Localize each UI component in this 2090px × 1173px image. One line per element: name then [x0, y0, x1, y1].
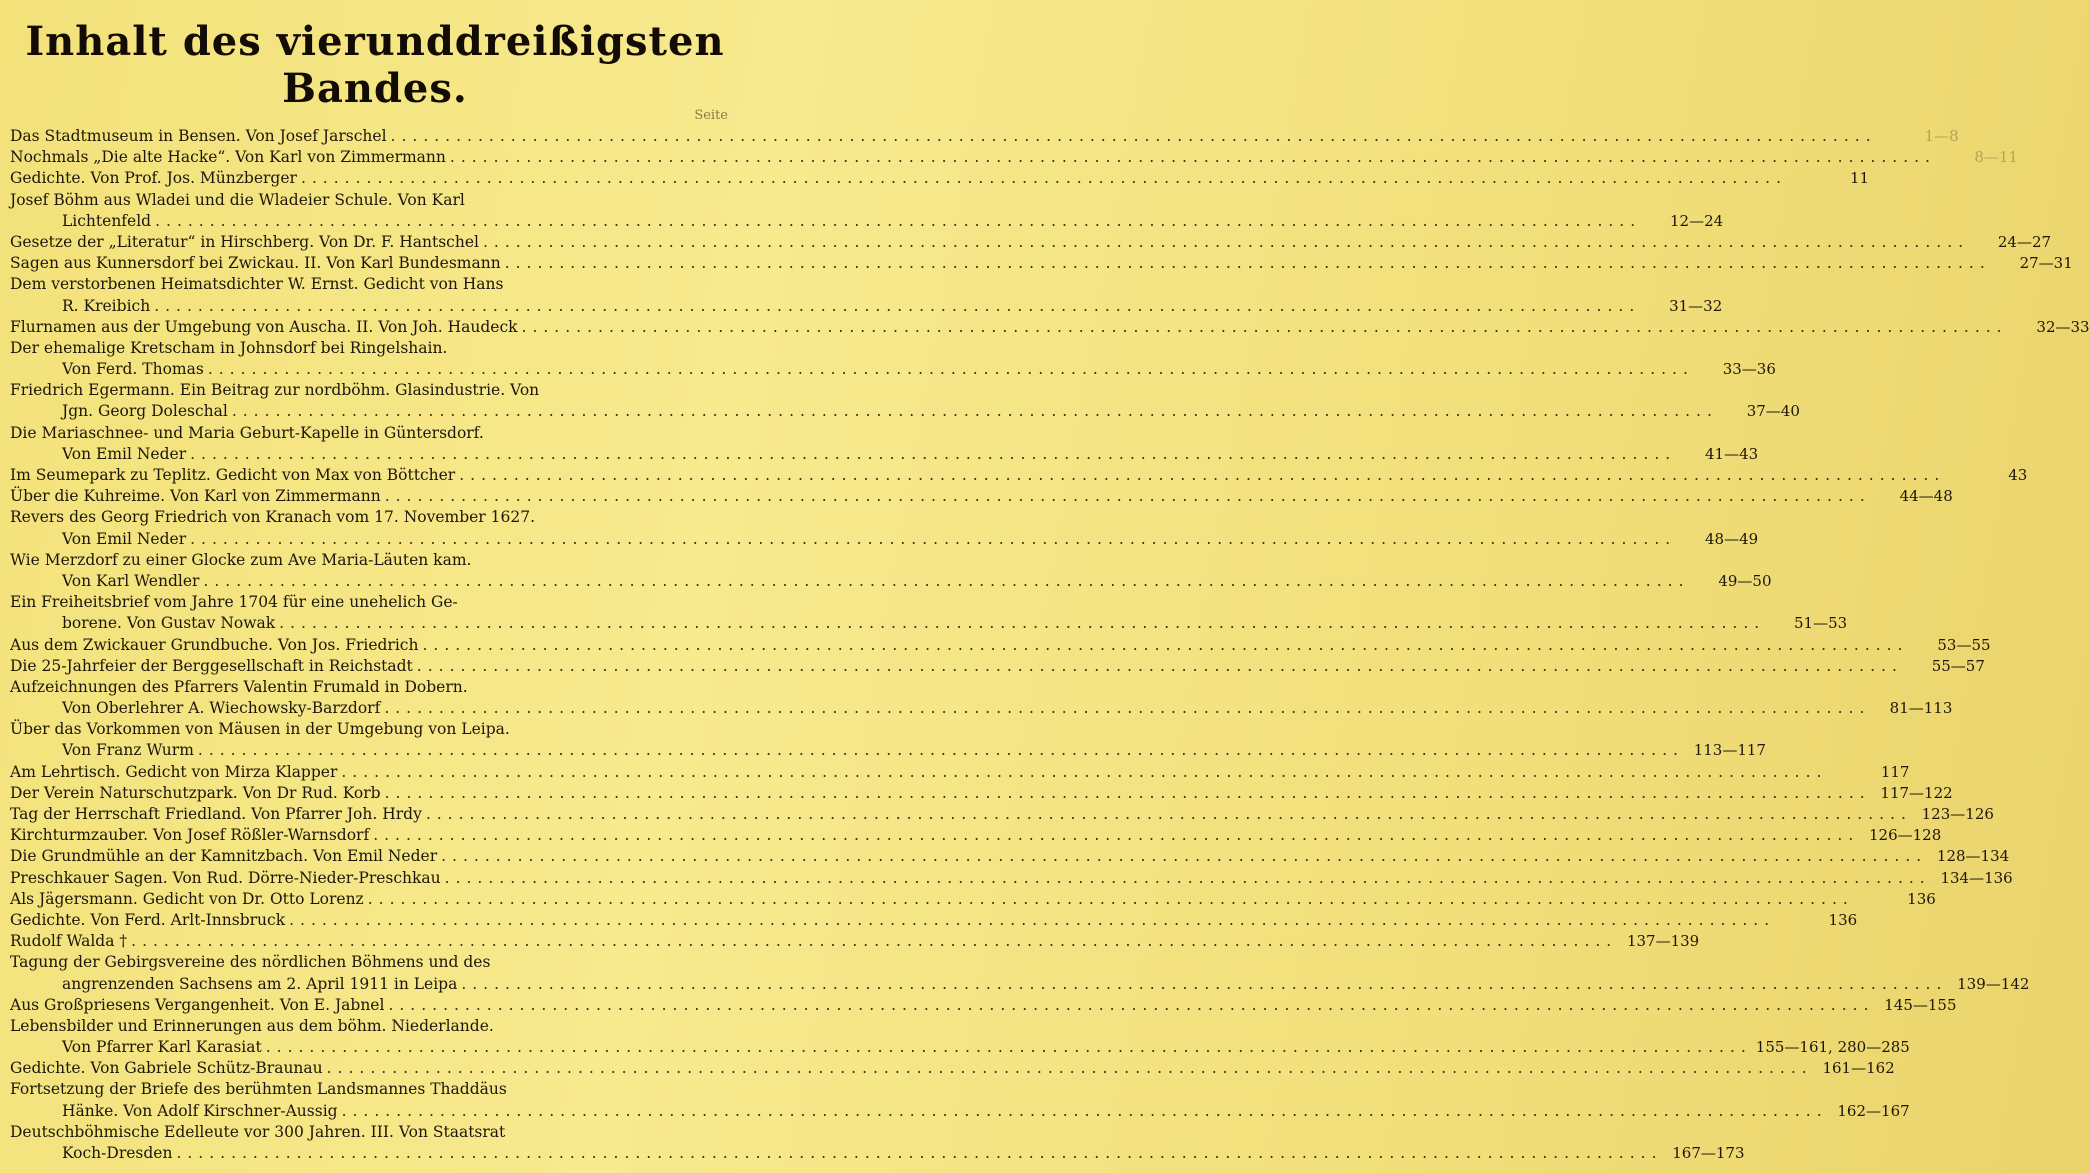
toc-entry-continuation: [10, 529, 1759, 550]
toc-entry: [10, 338, 1776, 380]
toc-page-range: 128—134: [1936, 847, 2010, 866]
toc-page-range: 161—162: [1822, 1059, 1895, 1078]
toc-entry-line: [10, 507, 738, 528]
toc-entry-line: [10, 677, 738, 698]
toc-entry: [10, 677, 1953, 719]
toc-page-range: 136: [1828, 910, 1858, 929]
column-header-page: Seite: [694, 108, 728, 123]
toc-entry-text: Gedichte. Von Ferd. Arlt-Innsbruck: [10, 910, 286, 929]
dot-leader: [289, 910, 1775, 931]
dot-leader: [279, 613, 1765, 634]
toc-entry: [10, 931, 1700, 952]
toc-entry-text: Rudolf Walda †: [10, 932, 128, 951]
dot-leader: [266, 1037, 1752, 1058]
toc-entry-text: Am Lehrtisch. Gedicht von Mirza Klapper: [10, 762, 338, 781]
toc-entry-text: Von Emil Neder: [62, 444, 187, 463]
toc-entry-continuation: [10, 1037, 1910, 1058]
toc-page-range: 31—32: [1669, 296, 1723, 315]
toc-page-range: 53—55: [1937, 635, 1991, 654]
toc-entry-line: [10, 868, 2013, 889]
toc-page-range: 27—31: [2019, 254, 2073, 273]
toc-entry-line: [10, 592, 738, 613]
toc-entry-text: Deutschböhmische Edelleute vor 300 Jahren. III. Von Staatsrat: [10, 1122, 506, 1141]
toc-entry-continuation: [10, 401, 1800, 422]
toc-entry-text: Das Stadtmuseum in Bensen. Von Josef Jarschel: [10, 127, 387, 145]
dot-leader: [445, 868, 1931, 889]
toc-entry-line: [10, 719, 738, 740]
dot-leader: [368, 889, 1854, 910]
toc-entry: [10, 274, 1723, 316]
toc-page-range: 162—167: [1837, 1101, 1910, 1120]
toc-entry-continuation: [10, 444, 1759, 465]
dot-leader: [176, 1143, 1662, 1164]
toc-entry: [10, 507, 1759, 549]
toc-entry-line: [10, 486, 1953, 507]
toc-entry-text: Aus dem Zwickauer Grundbuche. Von Jos. Friedrich: [10, 635, 419, 654]
toc-page-range: 41—43: [1705, 444, 1759, 463]
toc-page-range: 145—155: [1884, 995, 1957, 1014]
toc-entry-text: Tag der Herrschaft Friedland. Von Pfarrer Joh. Hrdy: [10, 805, 422, 823]
toc-entry: [10, 465, 2028, 486]
dot-leader: [154, 296, 1640, 317]
toc-page-range: 51—53: [1794, 614, 1848, 633]
toc-entry: [10, 253, 2073, 274]
toc-entry-text: Von Ferd. Thomas: [62, 360, 204, 379]
toc-entry-text: Als Jägersmann. Gedicht von Dr. Otto Lorenz: [10, 889, 364, 908]
toc-page-range: 11: [1849, 169, 1870, 188]
dot-leader: [342, 1101, 1828, 1122]
toc-page-range: 24—27: [1997, 232, 2052, 251]
toc-page-range: 155—161, 280—285: [1755, 1038, 1910, 1057]
toc-entry-text: Gedichte. Von Prof. Jos. Münzberger: [10, 169, 297, 188]
toc-entry-line: [10, 635, 1991, 656]
toc-entry: [10, 952, 2030, 994]
toc-entry: [10, 995, 1957, 1016]
toc-entry: [10, 168, 1870, 189]
toc-entry-text: Preschkauer Sagen. Von Rud. Dörre-Nieder-Preschkau: [10, 868, 441, 887]
toc-entry-text: Der Verein Naturschutzpark. Von Dr Rud. Korb: [10, 783, 381, 802]
dot-leader: [208, 359, 1694, 380]
toc-page-range: 12—24: [1669, 211, 1724, 230]
toc-entry-line: [10, 846, 2010, 867]
dot-leader: [203, 571, 1689, 592]
dot-leader: [385, 783, 1871, 804]
toc-entry-text: Die 25-Jahrfeier der Berggesellschaft in Reichstadt: [10, 656, 413, 675]
toc-entry-text: Josef Böhm aus Wladei und die Wladeier Schule. Von Karl: [10, 190, 465, 209]
toc-entry-text: Der ehemalige Kretscham in Johnsdorf bei Ringelshain.: [10, 338, 448, 357]
toc-entry-continuation: [10, 211, 1724, 232]
toc-entry-text: Flurnamen aus der Umgebung von Auscha. II. Von Joh. Haudeck: [10, 317, 518, 336]
toc-entry-line: [10, 274, 738, 295]
toc-entry-text: Über die Kuhreime. Von Karl von Zimmermann: [10, 487, 381, 506]
toc-entry-line: [10, 465, 2028, 486]
toc-entry: [10, 423, 1759, 465]
toc-entry: [10, 190, 1724, 232]
dot-leader: [373, 825, 1859, 846]
toc-entry-line: [10, 804, 1994, 825]
toc-entry-continuation: [10, 698, 1953, 719]
toc-entry-line: [10, 253, 2073, 274]
toc-entry-continuation: [10, 1143, 1745, 1164]
toc-entry-text: Aus Großpriesens Vergangenheit. Von E. Jabnel: [10, 995, 385, 1014]
toc-entry-text: angrenzenden Sachsens am 2. April 1911 in Leipa: [62, 974, 458, 993]
toc-entry-line: [10, 190, 738, 211]
toc-page-range: 44—48: [1899, 487, 1953, 506]
dot-leader: [522, 317, 2008, 338]
dot-leader: [190, 444, 1676, 465]
toc-entry: [10, 889, 1936, 910]
toc-page-range: 8—11: [1974, 148, 2018, 167]
dot-leader: [327, 1058, 1813, 1079]
dot-leader: [385, 486, 1871, 507]
toc-entry-text: Wie Merzdorf zu einer Glocke zum Ave Maria-Läuten kam.: [10, 550, 472, 569]
toc-entry: [10, 317, 2090, 338]
toc-entry-line: [10, 232, 2052, 253]
toc-entry-line: [10, 910, 1858, 931]
dot-leader: [155, 211, 1641, 232]
toc-page-range: 117: [1880, 762, 1910, 781]
toc-entry-continuation: [10, 974, 2030, 995]
toc-entry-text: Hänke. Von Adolf Kirschner-Aussig: [62, 1101, 338, 1120]
toc-entry-line: [10, 889, 1936, 910]
toc-entry-text: Gesetze der „Literatur“ in Hirschberg. Von Dr. F. Hantschel: [10, 232, 479, 251]
toc-entry: [10, 592, 1848, 634]
toc-entry-text: Die Mariaschnee- und Maria Geburt-Kapelle in Güntersdorf.: [10, 423, 484, 442]
toc-entry: [10, 147, 2018, 168]
dot-leader: [198, 740, 1684, 761]
toc-entry-text: Von Emil Neder: [62, 529, 187, 548]
toc-entry-text: Nochmals „Die alte Hacke“. Von Karl von Zimmermann: [10, 148, 446, 167]
toc-page-range: 43: [2008, 466, 2028, 484]
toc-entry-line: [10, 656, 1985, 677]
toc-page-range: 126—128: [1869, 826, 1942, 845]
toc-entry: [10, 635, 1991, 656]
toc-page-range: 134—136: [1940, 868, 2013, 887]
toc-entry-line: [10, 995, 1957, 1016]
toc-page-range: 137—139: [1626, 932, 1700, 951]
toc-page-range: 32—33: [2036, 317, 2090, 336]
toc-entry: [10, 783, 1953, 804]
dot-leader: [190, 529, 1676, 550]
page-title: Inhalt des vierunddreißigsten Bandes.: [25, 18, 725, 112]
toc-entry-text: Dem verstorbenen Heimatsdichter W. Ernst. Gedicht von Hans: [10, 275, 504, 294]
dot-leader: [459, 465, 1945, 486]
dot-leader: [341, 762, 1827, 783]
toc-entry-text: Die Grundmühle an der Kamnitzbach. Von Emil Neder: [10, 847, 438, 866]
toc-entry-line: [10, 952, 738, 973]
toc-page-range: 55—57: [1931, 656, 1985, 675]
toc-entry-continuation: [10, 613, 1848, 634]
toc-entry-line: [10, 1122, 738, 1143]
toc-entry-text: Gedichte. Von Gabriele Schütz-Braunau: [10, 1059, 323, 1078]
toc-entry: [10, 825, 1942, 846]
toc-entry-line: [10, 825, 1942, 846]
dot-leader: [391, 126, 1877, 147]
toc-entry-line: [10, 1079, 738, 1100]
dot-leader: [388, 995, 1874, 1016]
toc-page-range: 49—50: [1718, 571, 1772, 590]
toc-entry-line: [10, 147, 2018, 168]
toc-entry: [10, 1122, 1745, 1164]
toc-entry-text: Friedrich Egermann. Ein Beitrag zur nordböhm. Glasindustrie. Von: [10, 381, 540, 400]
toc-entry: [10, 1079, 1910, 1121]
toc-entry: [10, 232, 2052, 253]
toc-entry-line: [10, 783, 1953, 804]
toc-entry-text: Revers des Georg Friedrich von Kranach vom 17. November 1627.: [10, 508, 536, 527]
dot-leader: [426, 804, 1912, 825]
toc-entry: [10, 719, 1766, 761]
toc-entry: [10, 126, 1959, 147]
toc-entry-text: Fortsetzung der Briefe des berühmten Landsmannes Thaddäus: [10, 1080, 507, 1099]
toc-entry-continuation: [10, 740, 1766, 761]
dot-leader: [232, 401, 1718, 422]
toc-entry-text: Von Karl Wendler: [62, 571, 200, 590]
toc-entry-text: Sagen aus Kunnersdorf bei Zwickau. II. Von Karl Bundesmann: [10, 254, 501, 273]
toc-entry: [10, 380, 1800, 422]
toc-page-range: 1—8: [1924, 127, 1959, 145]
toc-entry-text: Im Seumepark zu Teplitz. Gedicht von Max von Böttcher: [10, 466, 456, 484]
toc-entry-text: R. Kreibich: [62, 296, 151, 315]
toc-entry-text: Jgn. Georg Doleschal: [62, 402, 228, 421]
toc-entry: [10, 486, 1953, 507]
toc-entry-continuation: [10, 1101, 1910, 1122]
toc-entry-text: Von Franz Wurm: [62, 741, 194, 760]
toc-entry-line: [10, 126, 1959, 147]
toc-entry: [10, 804, 1994, 825]
toc-entry-line: [10, 1016, 738, 1037]
toc-entry: [10, 910, 1858, 931]
dot-leader: [417, 656, 1903, 677]
toc-entry: [10, 868, 2013, 889]
dot-leader: [301, 168, 1787, 189]
toc-entry-text: Aufzeichnungen des Pfarrers Valentin Frumald in Dobern.: [10, 677, 468, 696]
toc-page-range: 33—36: [1722, 360, 1776, 379]
toc-page-range: 37—40: [1746, 402, 1800, 421]
toc-page-range: 48—49: [1705, 529, 1759, 548]
toc-entry-text: Ein Freiheitsbrief vom Jahre 1704 für eine unehelich Ge-: [10, 593, 458, 612]
toc-entry: [10, 550, 1772, 592]
toc-page-range: 167—173: [1672, 1144, 1745, 1162]
toc-page-range: 81—113: [1889, 699, 1953, 718]
toc-entry-line: [10, 1058, 1895, 1079]
dot-leader: [441, 846, 1927, 867]
toc-entry-continuation: [10, 296, 1723, 317]
toc-entry: [10, 1058, 1895, 1079]
toc-entry: [10, 656, 1985, 677]
table-of-contents: [10, 126, 2090, 1164]
toc-entry-text: Kirchturmzauber. Von Josef Rößler-Warnsdorf: [10, 826, 370, 845]
dot-leader: [384, 698, 1870, 719]
toc-page-range: 113—117: [1693, 741, 1766, 760]
toc-entry-text: Über das Vorkommen von Mäusen in der Umgebung von Leipa.: [10, 720, 510, 739]
toc-page-range: 117—122: [1880, 783, 1953, 802]
toc-entry-text: borene. Von Gustav Nowak: [62, 614, 276, 633]
toc-entry-continuation: [10, 359, 1776, 380]
toc-entry-text: Lichtenfeld: [62, 211, 152, 230]
toc-entry-line: [10, 550, 738, 571]
toc-entry: [10, 762, 1910, 783]
toc-entry-text: Tagung der Gebirgsvereine des nördlichen Böhmens und des: [10, 953, 491, 972]
toc-entry-text: Von Pfarrer Karl Karasiat: [62, 1038, 262, 1057]
toc-entry: [10, 846, 2010, 867]
toc-entry: [10, 1016, 1910, 1058]
toc-entry-line: [10, 762, 1910, 783]
dot-leader: [131, 931, 1617, 952]
toc-entry-line: [10, 317, 2090, 338]
toc-entry-line: [10, 423, 738, 444]
dot-leader: [483, 232, 1969, 253]
toc-entry-continuation: [10, 571, 1772, 592]
dot-leader: [422, 635, 1908, 656]
toc-entry-text: Von Oberlehrer A. Wiechowsky-Barzdorf: [62, 699, 381, 718]
toc-entry-text: Lebensbilder und Erinnerungen aus dem böhm. Niederlande.: [10, 1016, 494, 1035]
toc-page-range: 139—142: [1957, 974, 2030, 993]
toc-entry-line: [10, 338, 738, 359]
toc-entry-line: [10, 380, 738, 401]
dot-leader: [450, 147, 1936, 168]
toc-entry-line: [10, 168, 1870, 189]
dot-leader: [461, 974, 1947, 995]
toc-entry-text: Koch-Dresden: [62, 1144, 173, 1162]
toc-page-range: 136: [1907, 889, 1936, 908]
toc-page-range: 123—126: [1921, 805, 1994, 823]
dot-leader: [505, 253, 1991, 274]
toc-entry-line: [10, 931, 1700, 952]
